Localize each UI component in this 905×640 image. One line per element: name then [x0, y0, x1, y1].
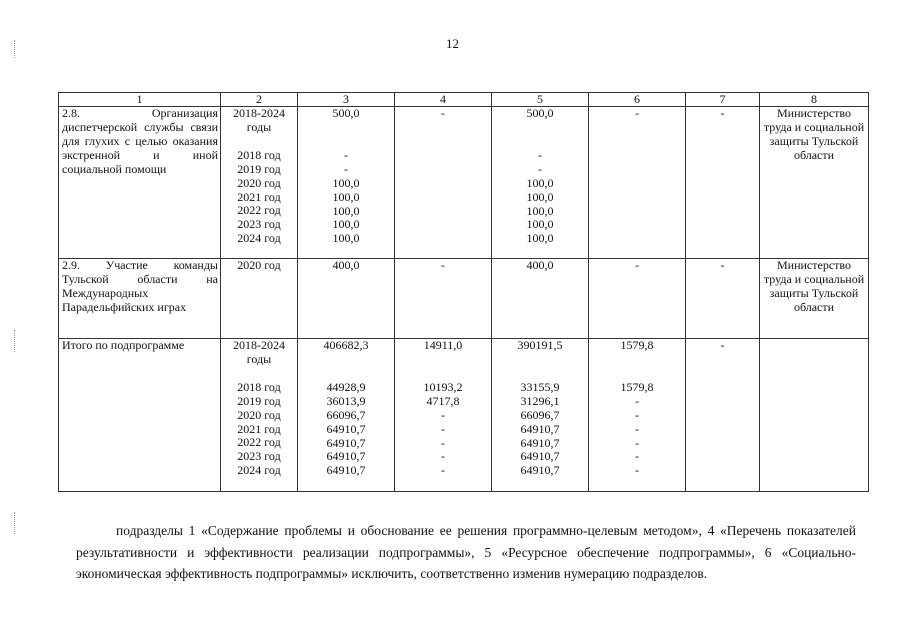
table-row — [59, 339, 869, 492]
extra-cell: - — [686, 259, 760, 339]
total-value: - — [635, 106, 639, 120]
total-value: 14911,0 — [423, 338, 463, 352]
year-label: 2024 год — [237, 463, 281, 478]
period-header: 2018-2024 годы — [233, 338, 285, 366]
year-value: 100,0 — [332, 203, 360, 218]
year-value: - — [635, 393, 639, 408]
period-cell — [221, 339, 298, 492]
body-paragraph — [76, 520, 856, 585]
margin-mark-middle — [14, 330, 16, 352]
year-value: 64910,7 — [326, 421, 366, 436]
total-value: 406682,3 — [323, 338, 369, 352]
table-row — [59, 107, 869, 259]
row-name-cell: 2.8. Организация диспетчерской службы связи для глухих с целью оказания экстренной и иной социальной помощи — [59, 107, 221, 259]
funding-table — [58, 92, 869, 492]
header-cell: 8 — [760, 93, 869, 107]
year-value: - — [538, 147, 542, 162]
header-cell: 4 — [395, 93, 492, 107]
year-value: - — [635, 421, 639, 436]
year-value: 10193,2 — [423, 379, 463, 394]
year-value: 100,0 — [526, 189, 554, 204]
year-value: 100,0 — [332, 189, 360, 204]
year-value: 100,0 — [526, 217, 554, 232]
header-cell: 6 — [589, 93, 686, 107]
year-value: 64910,7 — [520, 435, 560, 450]
period-cell — [221, 107, 298, 259]
year-label: 2024 год — [237, 231, 281, 246]
year-value: - — [441, 407, 445, 422]
year-value: 100,0 — [526, 175, 554, 190]
federal-cell — [395, 339, 492, 492]
period-header: 2018-2024 годы — [233, 106, 285, 134]
executor-cell — [760, 339, 869, 492]
page-number: 12 — [446, 36, 459, 51]
year-value: 100,0 — [332, 231, 360, 246]
row-name-cell: Итого по подпрограмме — [59, 339, 221, 492]
table-header-row — [59, 93, 869, 107]
row-name-cell: 2.9. Участие команды Тульской области на Международных Парадельфийских играх — [59, 259, 221, 339]
total-cell: 400,0 — [298, 259, 395, 339]
local-cell — [589, 107, 686, 259]
executor-cell: Министерство труда и социальной защиты Тульской области — [760, 259, 869, 339]
total-value: 500,0 — [526, 106, 554, 120]
year-value: 66096,7 — [520, 407, 560, 422]
total-value: - — [720, 106, 725, 120]
year-value: 64910,7 — [520, 463, 560, 478]
year-value: 100,0 — [526, 231, 554, 246]
year-label: 2022 год — [237, 435, 281, 450]
year-value: 31296,1 — [520, 393, 560, 408]
year-label: 2020 год — [237, 407, 281, 422]
local-cell — [589, 339, 686, 492]
year-value: - — [441, 463, 445, 478]
year-value: 100,0 — [332, 175, 360, 190]
year-label: 2022 год — [237, 203, 281, 218]
year-value: 64910,7 — [326, 449, 366, 464]
year-value: 64910,7 — [520, 421, 560, 436]
year-value: 64910,7 — [326, 435, 366, 450]
table-row — [59, 259, 869, 339]
period-cell: 2020 год — [221, 259, 298, 339]
year-value: 36013,9 — [326, 393, 366, 408]
extra-cell — [686, 107, 760, 259]
year-value: - — [635, 449, 639, 464]
margin-mark-bottom — [14, 512, 16, 534]
year-value: 100,0 — [526, 203, 554, 218]
year-label: 2019 год — [237, 161, 281, 176]
total-value: - — [441, 106, 445, 120]
year-value: - — [635, 435, 639, 450]
header-cell: 5 — [492, 93, 589, 107]
total-value: 390191,5 — [517, 338, 563, 352]
total-value: - — [720, 338, 725, 352]
year-value: 1579,8 — [620, 379, 654, 394]
year-value: - — [635, 463, 639, 478]
year-value: 44928,9 — [326, 379, 366, 394]
year-label: 2020 год — [237, 175, 281, 190]
year-label: 2019 год — [237, 393, 281, 408]
year-label: 2021 год — [237, 421, 281, 436]
federal-cell: - — [395, 259, 492, 339]
year-value: 66096,7 — [326, 407, 366, 422]
total-value: 500,0 — [332, 106, 360, 120]
header-cell: 2 — [221, 93, 298, 107]
year-value: - — [538, 161, 542, 176]
year-value: - — [344, 147, 348, 162]
year-value: - — [441, 421, 445, 436]
header-cell: 3 — [298, 93, 395, 107]
year-label: 2018 год — [237, 379, 281, 394]
year-label: 2023 год — [237, 449, 281, 464]
year-value: - — [441, 435, 445, 450]
year-value: - — [635, 407, 639, 422]
federal-cell — [395, 107, 492, 259]
header-cell: 7 — [686, 93, 760, 107]
total-cell — [298, 339, 395, 492]
total-value: 1579,8 — [620, 338, 654, 352]
year-value: - — [441, 449, 445, 464]
year-label: 2023 год — [237, 217, 281, 232]
extra-cell — [686, 339, 760, 492]
year-value: 33155,9 — [520, 379, 560, 394]
year-value: 64910,7 — [326, 463, 366, 478]
year-value: 64910,7 — [520, 449, 560, 464]
body-paragraph-text: подразделы 1 «Содержание проблемы и обоснование ее решения программно-целевым методом», 4 «Перечень показателей результативности и эффективности реализации подпрограммы», 5 «Ресурсное обеспечение подпрограммы», 6 «Социально-экономическая эффективность подпрограммы» исключить, соответственно изменив нумерацию подразделов. — [76, 523, 856, 581]
total-cell — [298, 107, 395, 259]
year-label: 2021 год — [237, 189, 281, 204]
local-cell: - — [589, 259, 686, 339]
regional-cell: 400,0 — [492, 259, 589, 339]
regional-cell — [492, 107, 589, 259]
year-label: 2018 год — [237, 147, 281, 162]
year-value: - — [344, 161, 348, 176]
year-value: 4717,8 — [426, 393, 460, 408]
executor-cell: Министерство труда и социальной защиты Тульской области — [760, 107, 869, 259]
year-value: 100,0 — [332, 217, 360, 232]
regional-cell — [492, 339, 589, 492]
header-cell: 1 — [59, 93, 221, 107]
